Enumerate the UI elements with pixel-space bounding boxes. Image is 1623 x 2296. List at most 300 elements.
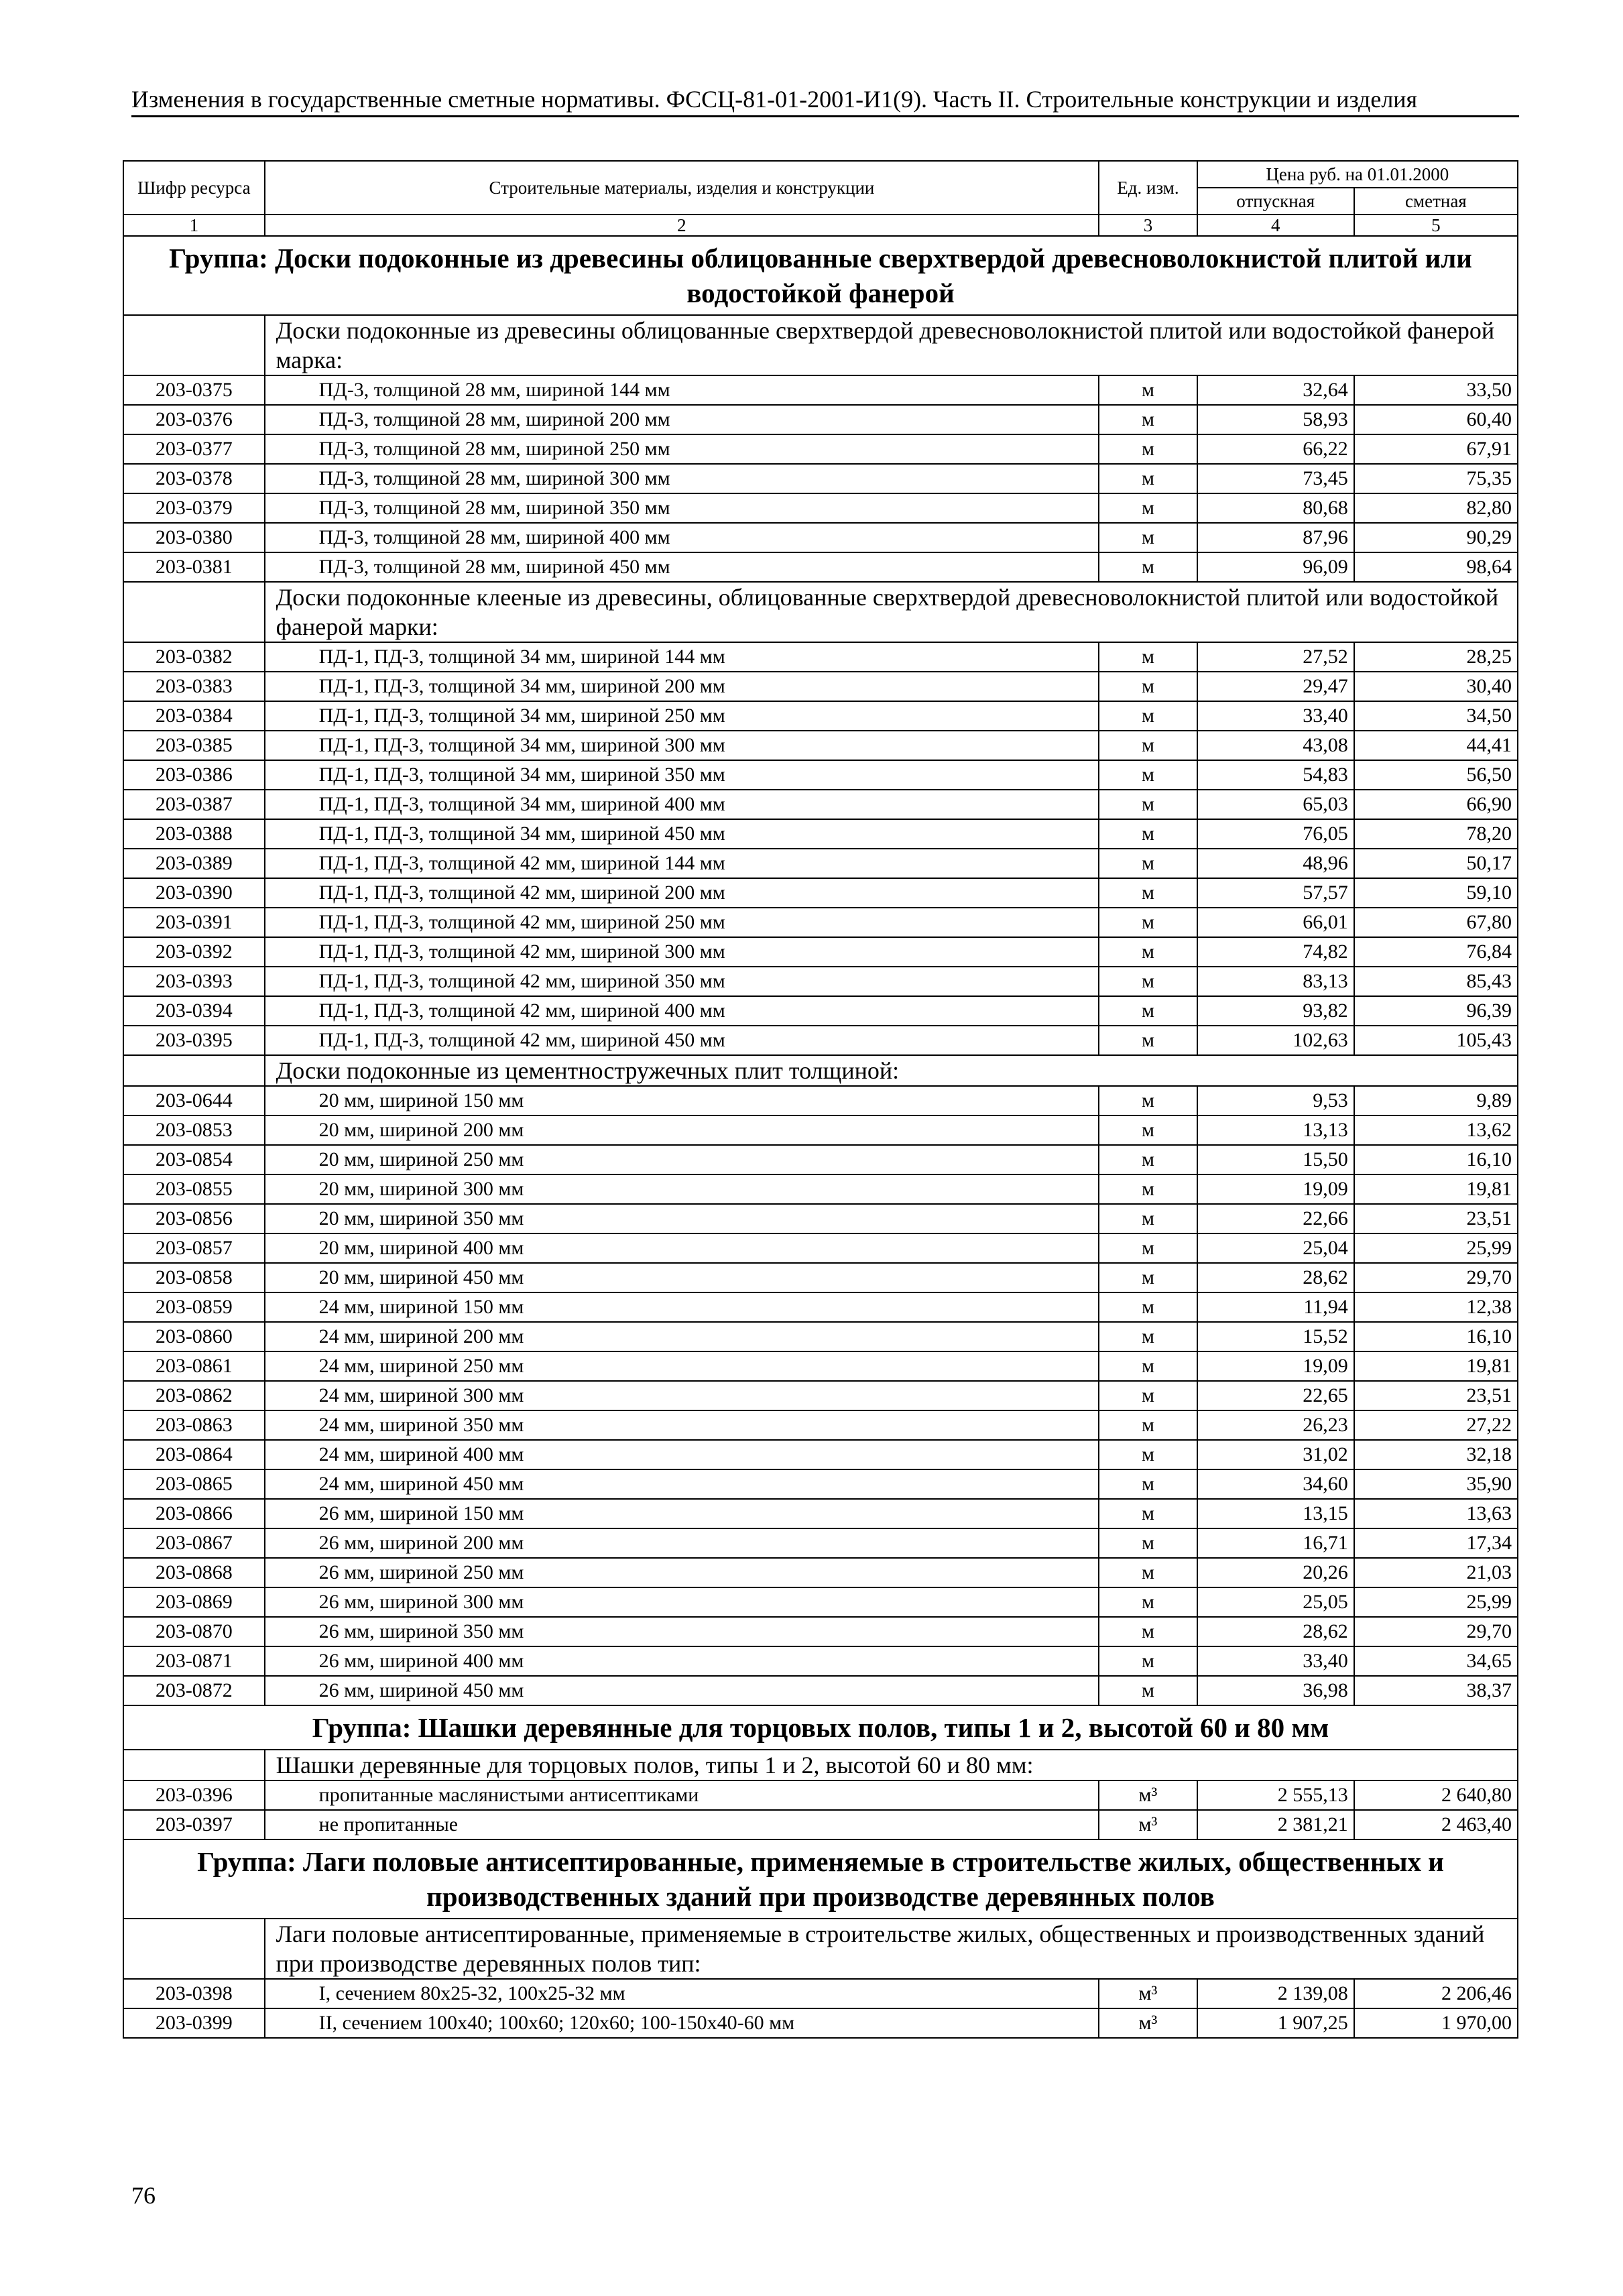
resource-code: 203-0392 xyxy=(123,937,265,967)
release-price: 13,15 xyxy=(1197,1499,1354,1528)
header-release-price: отпускная xyxy=(1197,188,1354,215)
release-price: 13,13 xyxy=(1197,1115,1354,1145)
resource-code: 203-0375 xyxy=(123,375,265,405)
table-row xyxy=(123,1676,1518,1705)
column-number: 3 xyxy=(1099,215,1197,236)
resource-code: 203-0644 xyxy=(123,1086,265,1115)
release-price: 28,62 xyxy=(1197,1617,1354,1646)
resource-unit: м xyxy=(1099,1499,1197,1528)
resource-unit: м xyxy=(1099,1410,1197,1440)
resource-code: 203-0379 xyxy=(123,493,265,523)
release-price: 83,13 xyxy=(1197,967,1354,996)
subgroup-title: Лаги половые антисептированные, применяемые в строительстве жилых, общественных и производственных зданий при производстве деревянных полов тип: xyxy=(265,1919,1518,1979)
table-row xyxy=(123,1086,1518,1115)
release-price: 2 555,13 xyxy=(1197,1780,1354,1810)
release-price: 15,52 xyxy=(1197,1322,1354,1351)
resource-code: 203-0870 xyxy=(123,1617,265,1646)
resource-name: ПД-3, толщиной 28 мм, шириной 350 мм xyxy=(265,493,1099,523)
header-unit: Ед. изм. xyxy=(1099,161,1197,215)
estimate-price: 75,35 xyxy=(1354,464,1518,493)
resource-unit: м xyxy=(1099,642,1197,672)
table-row xyxy=(123,1351,1518,1381)
resource-code: 203-0385 xyxy=(123,731,265,760)
table-row xyxy=(123,819,1518,849)
resource-unit: м xyxy=(1099,760,1197,790)
estimate-price: 23,51 xyxy=(1354,1381,1518,1410)
table-row xyxy=(123,908,1518,937)
resource-name: 20 мм, шириной 450 мм xyxy=(265,1263,1099,1292)
resource-code: 203-0866 xyxy=(123,1499,265,1528)
table-row xyxy=(123,1440,1518,1469)
resource-code: 203-0381 xyxy=(123,552,265,582)
resource-code: 203-0860 xyxy=(123,1322,265,1351)
resource-unit: м xyxy=(1099,523,1197,552)
estimate-price: 2 206,46 xyxy=(1354,1979,1518,2008)
estimate-price: 44,41 xyxy=(1354,731,1518,760)
release-price: 93,82 xyxy=(1197,996,1354,1026)
estimate-price: 67,91 xyxy=(1354,434,1518,464)
release-price: 96,09 xyxy=(1197,552,1354,582)
resource-code: 203-0871 xyxy=(123,1646,265,1676)
resource-name: 26 мм, шириной 250 мм xyxy=(265,1558,1099,1587)
table-row xyxy=(123,1026,1518,1055)
estimate-price: 21,03 xyxy=(1354,1558,1518,1587)
release-price: 31,02 xyxy=(1197,1440,1354,1469)
table-row xyxy=(123,1410,1518,1440)
release-price: 16,71 xyxy=(1197,1528,1354,1558)
resource-name: ПД-1, ПД-3, толщиной 34 мм, шириной 144 мм xyxy=(265,642,1099,672)
estimate-price: 35,90 xyxy=(1354,1469,1518,1499)
table-row xyxy=(123,760,1518,790)
subgroup-title-row xyxy=(123,582,1518,642)
table-row xyxy=(123,849,1518,878)
estimate-price: 78,20 xyxy=(1354,819,1518,849)
table-row xyxy=(123,405,1518,434)
resource-code: 203-0872 xyxy=(123,1676,265,1705)
subgroup-title: Шашки деревянные для торцовых полов, типы 1 и 2, высотой 60 и 80 мм: xyxy=(265,1750,1518,1780)
resource-code: 203-0394 xyxy=(123,996,265,1026)
resource-unit: м xyxy=(1099,849,1197,878)
resource-code: 203-0378 xyxy=(123,464,265,493)
resource-name: 26 мм, шириной 300 мм xyxy=(265,1587,1099,1617)
release-price: 19,09 xyxy=(1197,1351,1354,1381)
resource-name: ПД-1, ПД-3, толщиной 34 мм, шириной 200 мм xyxy=(265,672,1099,701)
table-row xyxy=(123,701,1518,731)
estimate-price: 17,34 xyxy=(1354,1528,1518,1558)
resource-name: ПД-3, толщиной 28 мм, шириной 450 мм xyxy=(265,552,1099,582)
table-row xyxy=(123,878,1518,908)
release-price: 19,09 xyxy=(1197,1174,1354,1204)
estimate-price: 12,38 xyxy=(1354,1292,1518,1322)
resource-unit: м xyxy=(1099,1263,1197,1292)
resource-code: 203-0382 xyxy=(123,642,265,672)
release-price: 25,05 xyxy=(1197,1587,1354,1617)
resource-code: 203-0393 xyxy=(123,967,265,996)
release-price: 58,93 xyxy=(1197,405,1354,434)
resource-name: 24 мм, шириной 300 мм xyxy=(265,1381,1099,1410)
release-price: 36,98 xyxy=(1197,1676,1354,1705)
resource-unit: м³ xyxy=(1099,1979,1197,2008)
table-row xyxy=(123,731,1518,760)
resource-name: ПД-1, ПД-3, толщиной 42 мм, шириной 400 мм xyxy=(265,996,1099,1026)
table-row xyxy=(123,672,1518,701)
resource-name: 26 мм, шириной 450 мм xyxy=(265,1676,1099,1705)
release-price: 28,62 xyxy=(1197,1263,1354,1292)
resource-unit: м xyxy=(1099,1646,1197,1676)
table-row xyxy=(123,790,1518,819)
table-row xyxy=(123,996,1518,1026)
estimate-price: 60,40 xyxy=(1354,405,1518,434)
estimate-price: 76,84 xyxy=(1354,937,1518,967)
resource-name: 24 мм, шириной 200 мм xyxy=(265,1322,1099,1351)
release-price: 48,96 xyxy=(1197,849,1354,878)
resource-name: 24 мм, шириной 400 мм xyxy=(265,1440,1099,1469)
table-row xyxy=(123,552,1518,582)
header-estimate-price: сметная xyxy=(1354,188,1518,215)
table-row xyxy=(123,464,1518,493)
estimate-price: 30,40 xyxy=(1354,672,1518,701)
resource-code: 203-0389 xyxy=(123,849,265,878)
resource-unit: м xyxy=(1099,1528,1197,1558)
column-number: 2 xyxy=(265,215,1099,236)
table-row xyxy=(123,1204,1518,1233)
table-row xyxy=(123,434,1518,464)
resource-name: 20 мм, шириной 300 мм xyxy=(265,1174,1099,1204)
estimate-price: 105,43 xyxy=(1354,1026,1518,1055)
table-row xyxy=(123,1292,1518,1322)
estimate-price: 96,39 xyxy=(1354,996,1518,1026)
resource-code: 203-0868 xyxy=(123,1558,265,1587)
resource-name: ПД-3, толщиной 28 мм, шириной 300 мм xyxy=(265,464,1099,493)
resource-unit: м xyxy=(1099,908,1197,937)
subgroup-code-cell xyxy=(123,1919,265,1979)
resource-code: 203-0864 xyxy=(123,1440,265,1469)
estimate-price: 13,62 xyxy=(1354,1115,1518,1145)
resource-unit: м xyxy=(1099,967,1197,996)
estimate-price: 13,63 xyxy=(1354,1499,1518,1528)
group-title: Группа: Доски подоконные из древесины облицованные сверхтвердой древесноволокнистой плитой или водостойкой фанерой xyxy=(123,236,1518,315)
table-row xyxy=(123,1558,1518,1587)
resource-code: 203-0395 xyxy=(123,1026,265,1055)
estimate-price: 34,65 xyxy=(1354,1646,1518,1676)
resource-unit: м xyxy=(1099,1204,1197,1233)
resource-unit: м xyxy=(1099,493,1197,523)
estimate-price: 1 970,00 xyxy=(1354,2008,1518,2038)
resource-unit: м xyxy=(1099,996,1197,1026)
release-price: 33,40 xyxy=(1197,1646,1354,1676)
column-number: 4 xyxy=(1197,215,1354,236)
resource-unit: м xyxy=(1099,1233,1197,1263)
table-row xyxy=(123,1646,1518,1676)
group-title-row xyxy=(123,1705,1518,1750)
estimate-price: 32,18 xyxy=(1354,1440,1518,1469)
resource-code: 203-0867 xyxy=(123,1528,265,1558)
resource-code: 203-0865 xyxy=(123,1469,265,1499)
release-price: 20,26 xyxy=(1197,1558,1354,1587)
resource-code: 203-0859 xyxy=(123,1292,265,1322)
table-row xyxy=(123,523,1518,552)
resource-unit: м xyxy=(1099,819,1197,849)
resource-name: ПД-1, ПД-3, толщиной 34 мм, шириной 250 мм xyxy=(265,701,1099,731)
table-row xyxy=(123,1233,1518,1263)
resource-unit: м xyxy=(1099,731,1197,760)
release-price: 11,94 xyxy=(1197,1292,1354,1322)
subgroup-code-cell xyxy=(123,582,265,642)
estimate-price: 56,50 xyxy=(1354,760,1518,790)
resource-code: 203-0377 xyxy=(123,434,265,464)
resource-name: 26 мм, шириной 400 мм xyxy=(265,1646,1099,1676)
release-price: 73,45 xyxy=(1197,464,1354,493)
resource-code: 203-0857 xyxy=(123,1233,265,1263)
group-title: Группа: Шашки деревянные для торцовых полов, типы 1 и 2, высотой 60 и 80 мм xyxy=(123,1705,1518,1750)
table-row xyxy=(123,1469,1518,1499)
estimate-price: 67,80 xyxy=(1354,908,1518,937)
estimate-price: 23,51 xyxy=(1354,1204,1518,1233)
resource-unit: м xyxy=(1099,937,1197,967)
release-price: 65,03 xyxy=(1197,790,1354,819)
release-price: 2 381,21 xyxy=(1197,1810,1354,1839)
estimate-price: 66,90 xyxy=(1354,790,1518,819)
estimate-price: 59,10 xyxy=(1354,878,1518,908)
resource-name: 20 мм, шириной 150 мм xyxy=(265,1086,1099,1115)
resource-unit: м xyxy=(1099,1115,1197,1145)
resource-code: 203-0858 xyxy=(123,1263,265,1292)
group-title-row xyxy=(123,236,1518,315)
resource-name: ПД-3, толщиной 28 мм, шириной 400 мм xyxy=(265,523,1099,552)
subgroup-code-cell xyxy=(123,315,265,375)
page-number: 76 xyxy=(131,2182,156,2209)
resource-name: ПД-3, толщиной 28 мм, шириной 200 мм xyxy=(265,405,1099,434)
release-price: 66,01 xyxy=(1197,908,1354,937)
table-row xyxy=(123,1979,1518,2008)
resource-code: 203-0388 xyxy=(123,819,265,849)
resource-code: 203-0383 xyxy=(123,672,265,701)
estimate-price: 98,64 xyxy=(1354,552,1518,582)
release-price: 15,50 xyxy=(1197,1145,1354,1174)
header-price: Цена руб. на 01.01.2000 xyxy=(1197,161,1518,188)
resource-unit: м xyxy=(1099,1292,1197,1322)
estimate-price: 38,37 xyxy=(1354,1676,1518,1705)
resource-unit: м xyxy=(1099,1145,1197,1174)
release-price: 32,64 xyxy=(1197,375,1354,405)
resource-name: 20 мм, шириной 350 мм xyxy=(265,1204,1099,1233)
resource-code: 203-0853 xyxy=(123,1115,265,1145)
table-row xyxy=(123,1145,1518,1174)
estimate-price: 29,70 xyxy=(1354,1617,1518,1646)
release-price: 34,60 xyxy=(1197,1469,1354,1499)
subgroup-code-cell xyxy=(123,1750,265,1780)
release-price: 43,08 xyxy=(1197,731,1354,760)
resource-unit: м xyxy=(1099,1469,1197,1499)
resource-name: ПД-3, толщиной 28 мм, шириной 144 мм xyxy=(265,375,1099,405)
estimate-price: 19,81 xyxy=(1354,1174,1518,1204)
header-name: Строительные материалы, изделия и конструкции xyxy=(265,161,1099,215)
table-row xyxy=(123,1528,1518,1558)
resource-name: II, сечением 100х40; 100х60; 120х60; 100-150х40-60 мм xyxy=(265,2008,1099,2038)
table-row xyxy=(123,493,1518,523)
resource-name: ПД-1, ПД-3, толщиной 42 мм, шириной 250 мм xyxy=(265,908,1099,937)
resource-code: 203-0862 xyxy=(123,1381,265,1410)
estimate-price: 29,70 xyxy=(1354,1263,1518,1292)
resource-code: 203-0386 xyxy=(123,760,265,790)
page-header: Изменения в государственные сметные нормативы. ФССЦ-81-01-2001-И1(9). Часть II. Строительные конструкции и изделия xyxy=(131,84,1519,117)
release-price: 66,22 xyxy=(1197,434,1354,464)
release-price: 87,96 xyxy=(1197,523,1354,552)
table-row xyxy=(123,1499,1518,1528)
resource-code: 203-0397 xyxy=(123,1810,265,1839)
table-body xyxy=(123,236,1518,2038)
column-number: 1 xyxy=(123,215,265,236)
release-price: 9,53 xyxy=(1197,1086,1354,1115)
resource-name: I, сечением 80х25-32, 100х25-32 мм xyxy=(265,1979,1099,2008)
resource-name: ПД-1, ПД-3, толщиной 34 мм, шириной 350 мм xyxy=(265,760,1099,790)
resource-unit: м xyxy=(1099,790,1197,819)
resource-unit: м³ xyxy=(1099,2008,1197,2038)
resource-unit: м xyxy=(1099,1026,1197,1055)
resource-unit: м xyxy=(1099,1676,1197,1705)
release-price: 74,82 xyxy=(1197,937,1354,967)
resource-code: 203-0384 xyxy=(123,701,265,731)
estimate-price: 25,99 xyxy=(1354,1233,1518,1263)
header-code: Шифр ресурса xyxy=(123,161,265,215)
resource-name: 24 мм, шириной 350 мм xyxy=(265,1410,1099,1440)
resource-unit: м xyxy=(1099,434,1197,464)
resource-code: 203-0856 xyxy=(123,1204,265,1233)
resource-name: ПД-1, ПД-3, толщиной 34 мм, шириной 450 мм xyxy=(265,819,1099,849)
resource-name: 26 мм, шириной 200 мм xyxy=(265,1528,1099,1558)
release-price: 27,52 xyxy=(1197,642,1354,672)
resource-unit: м xyxy=(1099,1174,1197,1204)
resource-unit: м xyxy=(1099,672,1197,701)
release-price: 22,65 xyxy=(1197,1381,1354,1410)
table-row xyxy=(123,642,1518,672)
estimate-price: 90,29 xyxy=(1354,523,1518,552)
subgroup-title: Доски подоконные из цементностружечных плит толщиной: xyxy=(265,1055,1518,1086)
release-price: 1 907,25 xyxy=(1197,2008,1354,2038)
resource-unit: м³ xyxy=(1099,1780,1197,1810)
table-row xyxy=(123,1322,1518,1351)
estimate-price: 28,25 xyxy=(1354,642,1518,672)
table-row xyxy=(123,2008,1518,2038)
resource-unit: м xyxy=(1099,405,1197,434)
resource-unit: м xyxy=(1099,1440,1197,1469)
estimate-price: 27,22 xyxy=(1354,1410,1518,1440)
group-title-row xyxy=(123,1839,1518,1919)
subgroup-code-cell xyxy=(123,1055,265,1086)
resource-name: 26 мм, шириной 350 мм xyxy=(265,1617,1099,1646)
resource-price-table xyxy=(123,160,1518,2039)
release-price: 57,57 xyxy=(1197,878,1354,908)
resource-name: ПД-1, ПД-3, толщиной 42 мм, шириной 200 мм xyxy=(265,878,1099,908)
resource-unit: м xyxy=(1099,1587,1197,1617)
resource-code: 203-0854 xyxy=(123,1145,265,1174)
resource-unit: м xyxy=(1099,464,1197,493)
resource-code: 203-0861 xyxy=(123,1351,265,1381)
resource-unit: м xyxy=(1099,1617,1197,1646)
table-row xyxy=(123,1617,1518,1646)
release-price: 102,63 xyxy=(1197,1026,1354,1055)
table-row xyxy=(123,1780,1518,1810)
resource-code: 203-0398 xyxy=(123,1979,265,2008)
resource-name: 24 мм, шириной 250 мм xyxy=(265,1351,1099,1381)
release-price: 22,66 xyxy=(1197,1204,1354,1233)
release-price: 54,83 xyxy=(1197,760,1354,790)
resource-code: 203-0387 xyxy=(123,790,265,819)
column-number: 5 xyxy=(1354,215,1518,236)
subgroup-title-row xyxy=(123,1750,1518,1780)
resource-name: не пропитанные xyxy=(265,1810,1099,1839)
resource-name: ПД-1, ПД-3, толщиной 42 мм, шириной 450 мм xyxy=(265,1026,1099,1055)
estimate-price: 34,50 xyxy=(1354,701,1518,731)
resource-name: 20 мм, шириной 250 мм xyxy=(265,1145,1099,1174)
resource-name: ПД-1, ПД-3, толщиной 42 мм, шириной 300 мм xyxy=(265,937,1099,967)
resource-name: пропитанные маслянистыми антисептиками xyxy=(265,1780,1099,1810)
subgroup-title: Доски подоконные из древесины облицованные сверхтвердой древесноволокнистой плитой или водостойкой фанерой марка: xyxy=(265,315,1518,375)
estimate-price: 9,89 xyxy=(1354,1086,1518,1115)
release-price: 33,40 xyxy=(1197,701,1354,731)
release-price: 25,04 xyxy=(1197,1233,1354,1263)
resource-name: 24 мм, шириной 450 мм xyxy=(265,1469,1099,1499)
resource-unit: м xyxy=(1099,878,1197,908)
table-row xyxy=(123,967,1518,996)
estimate-price: 16,10 xyxy=(1354,1322,1518,1351)
subgroup-title-row xyxy=(123,1055,1518,1086)
estimate-price: 16,10 xyxy=(1354,1145,1518,1174)
release-price: 26,23 xyxy=(1197,1410,1354,1440)
resource-code: 203-0396 xyxy=(123,1780,265,1810)
subgroup-title: Доски подоконные клееные из древесины, облицованные сверхтвердой древесноволокнистой плитой или водостойкой фанерой марки: xyxy=(265,582,1518,642)
resource-name: 20 мм, шириной 400 мм xyxy=(265,1233,1099,1263)
estimate-price: 25,99 xyxy=(1354,1587,1518,1617)
resource-unit: м³ xyxy=(1099,1810,1197,1839)
resource-name: ПД-3, толщиной 28 мм, шириной 250 мм xyxy=(265,434,1099,464)
estimate-price: 19,81 xyxy=(1354,1351,1518,1381)
table-row xyxy=(123,375,1518,405)
estimate-price: 85,43 xyxy=(1354,967,1518,996)
subgroup-title-row xyxy=(123,1919,1518,1979)
release-price: 80,68 xyxy=(1197,493,1354,523)
resource-code: 203-0863 xyxy=(123,1410,265,1440)
resource-unit: м xyxy=(1099,552,1197,582)
table-row xyxy=(123,937,1518,967)
estimate-price: 33,50 xyxy=(1354,375,1518,405)
estimate-price: 2 463,40 xyxy=(1354,1810,1518,1839)
resource-code: 203-0390 xyxy=(123,878,265,908)
resource-name: 26 мм, шириной 150 мм xyxy=(265,1499,1099,1528)
resource-code: 203-0391 xyxy=(123,908,265,937)
estimate-price: 50,17 xyxy=(1354,849,1518,878)
resource-code: 203-0376 xyxy=(123,405,265,434)
release-price: 76,05 xyxy=(1197,819,1354,849)
resource-name: ПД-1, ПД-3, толщиной 34 мм, шириной 400 мм xyxy=(265,790,1099,819)
resource-unit: м xyxy=(1099,1351,1197,1381)
release-price: 29,47 xyxy=(1197,672,1354,701)
resource-name: ПД-1, ПД-3, толщиной 34 мм, шириной 300 мм xyxy=(265,731,1099,760)
resource-unit: м xyxy=(1099,375,1197,405)
table-row xyxy=(123,1810,1518,1839)
resource-name: ПД-1, ПД-3, толщиной 42 мм, шириной 350 мм xyxy=(265,967,1099,996)
resource-unit: м xyxy=(1099,1086,1197,1115)
resource-unit: м xyxy=(1099,701,1197,731)
table-row xyxy=(123,1115,1518,1145)
estimate-price: 2 640,80 xyxy=(1354,1780,1518,1810)
group-title: Группа: Лаги половые антисептированные, применяемые в строительстве жилых, общественных и производственных зданий при производстве деревянных полов xyxy=(123,1839,1518,1919)
resource-code: 203-0869 xyxy=(123,1587,265,1617)
resource-name: 24 мм, шириной 150 мм xyxy=(265,1292,1099,1322)
resource-code: 203-0855 xyxy=(123,1174,265,1204)
table-row xyxy=(123,1381,1518,1410)
resource-name: 20 мм, шириной 200 мм xyxy=(265,1115,1099,1145)
